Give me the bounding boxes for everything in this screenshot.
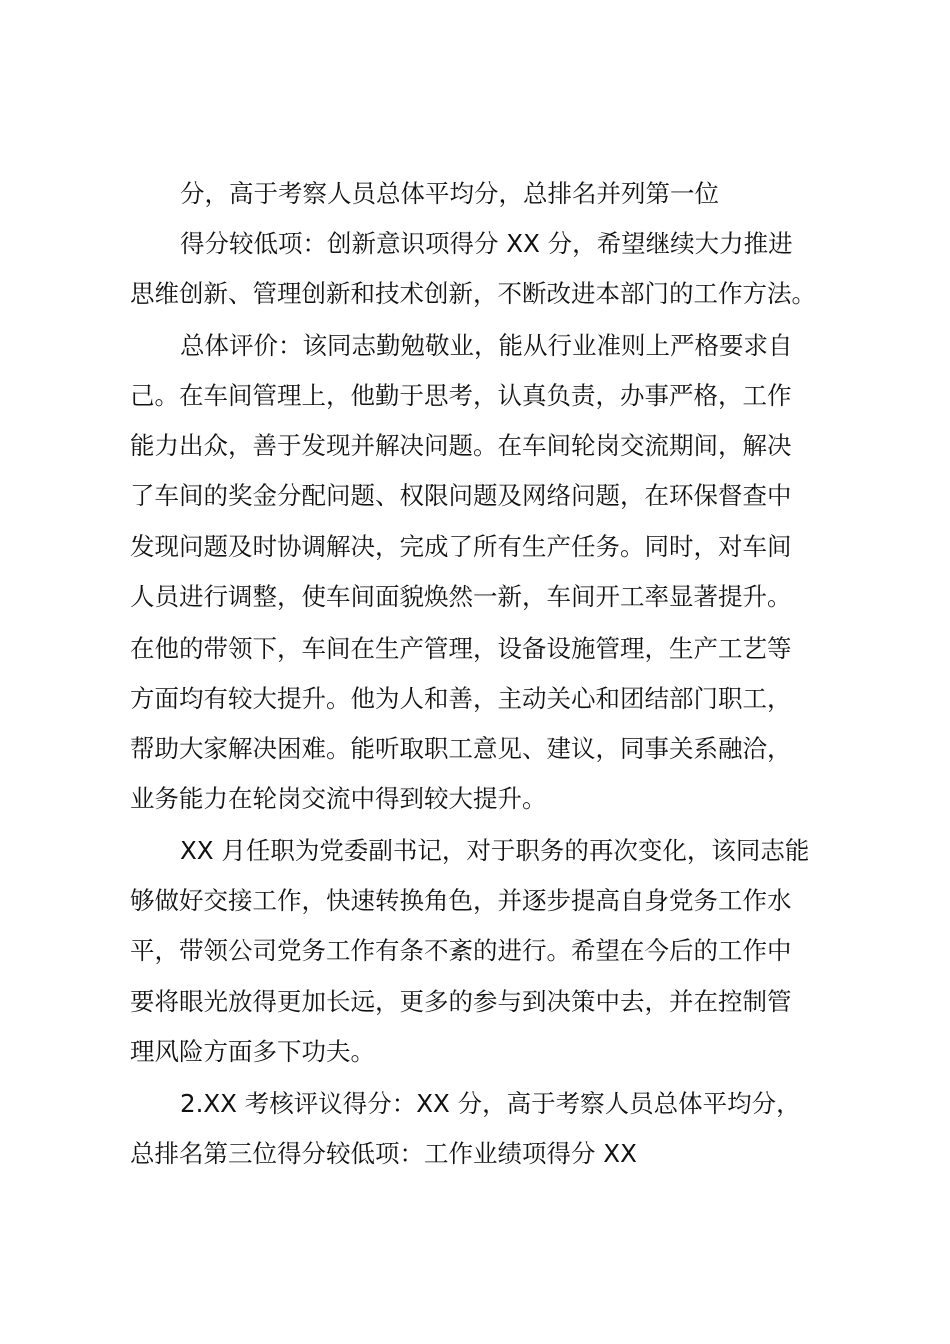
text-line: 2.XX 考核评议得分：XX 分，高于考察人员总体平均分， [180, 1089, 801, 1118]
text-line: 思维创新、管理创新和技术创新，不断改进本部门的工作方法。 [130, 279, 816, 308]
text-line: 够做好交接工作，快速转换角色，并逐步提高自身党务工作水 [130, 886, 792, 915]
text-line: 总体评价：该同志勤勉敬业，能从行业准则上严格要求自 [180, 331, 793, 360]
text-line: 得分较低项：创新意识项得分 XX 分，希望继续大力推进 [180, 229, 793, 258]
text-line: 总排名第三位得分较低项：工作业绩项得分 XX [130, 1139, 637, 1168]
text-line: 发现问题及时协调解决，完成了所有生产任务。同时，对车间 [130, 532, 792, 561]
text-line: 平，带领公司党务工作有条不紊的进行。希望在今后的工作中 [130, 936, 792, 965]
text-line: 己。在车间管理上，他勤于思考，认真负责，办事严格，工作 [130, 381, 792, 410]
text-line: 方面均有较大提升。他为人和善，主动关心和团结部门职工， [130, 684, 792, 713]
text-line: 帮助大家解决困难。能听取职工意见、建议，同事关系融洽， [130, 734, 792, 763]
text-line: 理风险方面多下功夫。 [130, 1037, 375, 1066]
text-line: 了车间的奖金分配问题、权限问题及网络问题，在环保督查中 [130, 481, 792, 510]
text-line: 人员进行调整，使车间面貌焕然一新，车间开工率显著提升。 [130, 582, 792, 611]
text-line: 分，高于考察人员总体平均分，总排名并列第一位 [180, 179, 719, 208]
text-line: 在他的带领下，车间在生产管理，设备设施管理，生产工艺等 [130, 634, 792, 663]
text-line: 能力出众，善于发现并解决问题。在车间轮岗交流期间，解决 [130, 431, 792, 460]
text-line: XX 月任职为党委副书记，对于职务的再次变化，该同志能 [180, 836, 810, 865]
text-line: 业务能力在轮岗交流中得到较大提升。 [130, 784, 547, 813]
text-line: 要将眼光放得更加长远，更多的参与到决策中去，并在控制管 [130, 987, 792, 1016]
